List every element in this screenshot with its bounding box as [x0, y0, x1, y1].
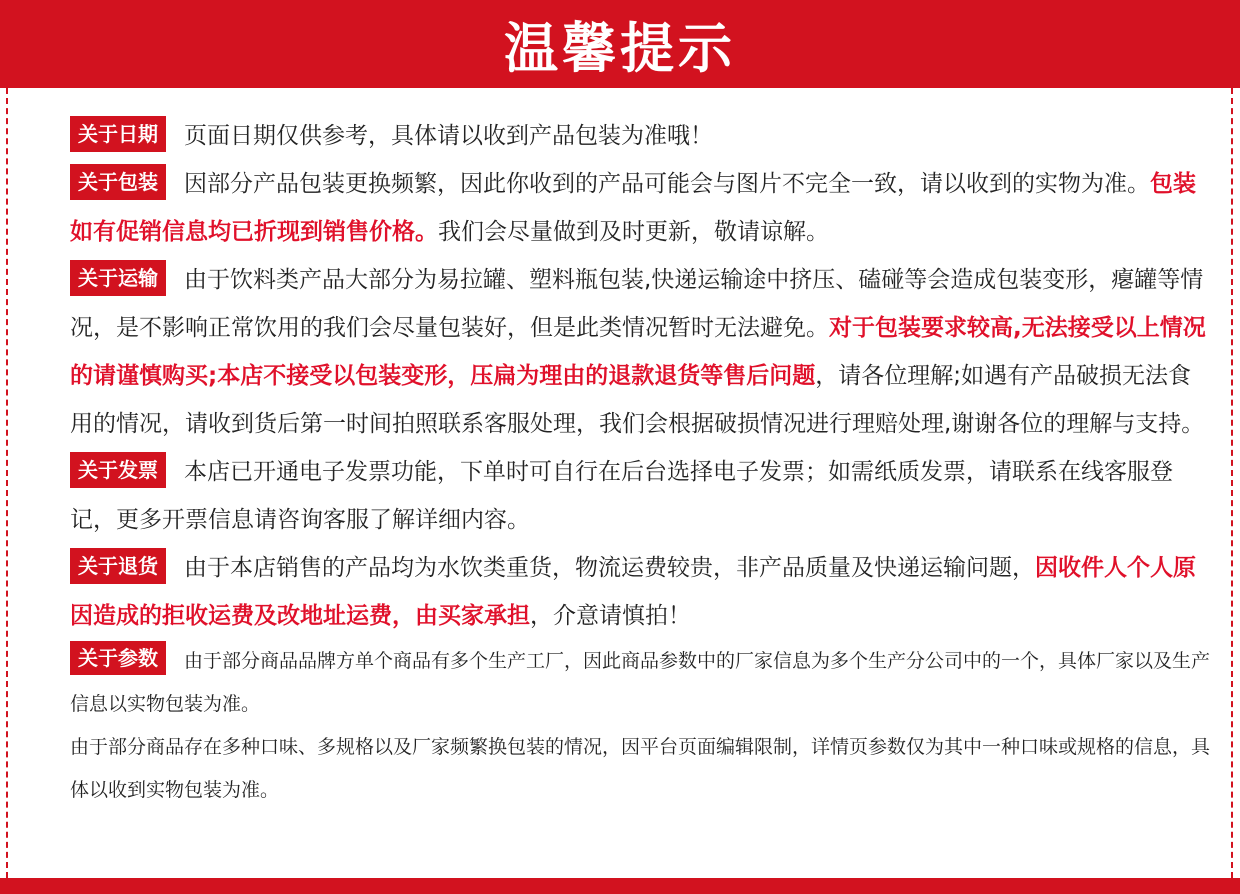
tag-params: 关于参数: [70, 641, 166, 675]
section-params-extra: [70, 726, 1210, 812]
tag-returns: 关于退货: [70, 548, 166, 584]
header-banner: [0, 0, 1240, 88]
page-title: 温馨提示: [504, 16, 736, 80]
packaging-text-end: 我们会尽量做到及时更新，敬请谅解。: [438, 219, 829, 245]
packaging-highlight: 包装如有促销信息均已折现到销售价格。: [70, 171, 1196, 245]
section-invoice: [70, 448, 1210, 544]
params-text-extra: 由于部分商品存在多种口味、多规格以及厂家频繁换包装的情况，因平台页面编辑限制，详情页参数仅为其中一种口味或规格的信息，具体以收到实物包装为准。: [70, 736, 1211, 801]
dashed-border-left: [6, 88, 8, 878]
tag-date: 关于日期: [70, 116, 166, 152]
invoice-text: 本店已开通电子发票功能，下单时可自行在后台选择电子发票；如需纸质发票，请联系在线客服登记，更多开票信息请咨询客服了解详细内容。: [70, 459, 1173, 533]
date-text: 页面日期仅供参考，具体请以收到产品包装为准哦！: [184, 123, 713, 149]
returns-text-end: ，介意请慎拍！: [530, 603, 691, 629]
section-returns: [70, 544, 1210, 640]
shipping-text-end: ，请各位理解;如遇有产品破损无法食用的情况，请收到货后第一时间拍照联系客服处理，我们会根据破损情况进行理赔处理,谢谢各位的理解与支持。: [70, 363, 1205, 437]
section-packaging: [70, 160, 1210, 256]
shipping-text: 由于饮料类产品大部分为易拉罐、塑料瓶包装,快递运输途中挤压、磕碰等会造成包装变形，瘪罐等情况，是不影响正常饮用的我们会尽量包装好，但是此类情况暂时无法避免。: [70, 267, 1204, 341]
params-text: 由于部分商品品牌方单个商品有多个生产工厂，因此商品参数中的厂家信息为多个生产分公司中的一个，具体厂家以及生产信息以实物包装为准。: [70, 650, 1211, 715]
footer-bar: [0, 878, 1240, 894]
dashed-border-right: [1231, 88, 1233, 878]
tag-shipping: 关于运输: [70, 260, 166, 296]
section-shipping: [70, 256, 1210, 448]
tag-invoice: 关于发票: [70, 452, 166, 488]
section-params: [70, 640, 1210, 726]
shipping-highlight: 对于包装要求较高,无法接受以上情况的请谨慎购买;本店不接受以包装变形，压扁为理由的退款退货等售后问题: [70, 315, 1206, 389]
section-date: [70, 112, 1210, 160]
packaging-text: 因部分产品包装更换频繁，因此你收到的产品可能会与图片不完全一致，请以收到的实物为准。: [184, 171, 1150, 197]
returns-highlight: 因收件人个人原因造成的拒收运费及改地址运费，由买家承担: [70, 555, 1196, 629]
tag-packaging: 关于包装: [70, 164, 166, 200]
notice-content: [70, 112, 1210, 812]
returns-text: 由于本店销售的产品均为水饮类重货，物流运费较贵，非产品质量及快递运输问题，: [184, 555, 1035, 581]
